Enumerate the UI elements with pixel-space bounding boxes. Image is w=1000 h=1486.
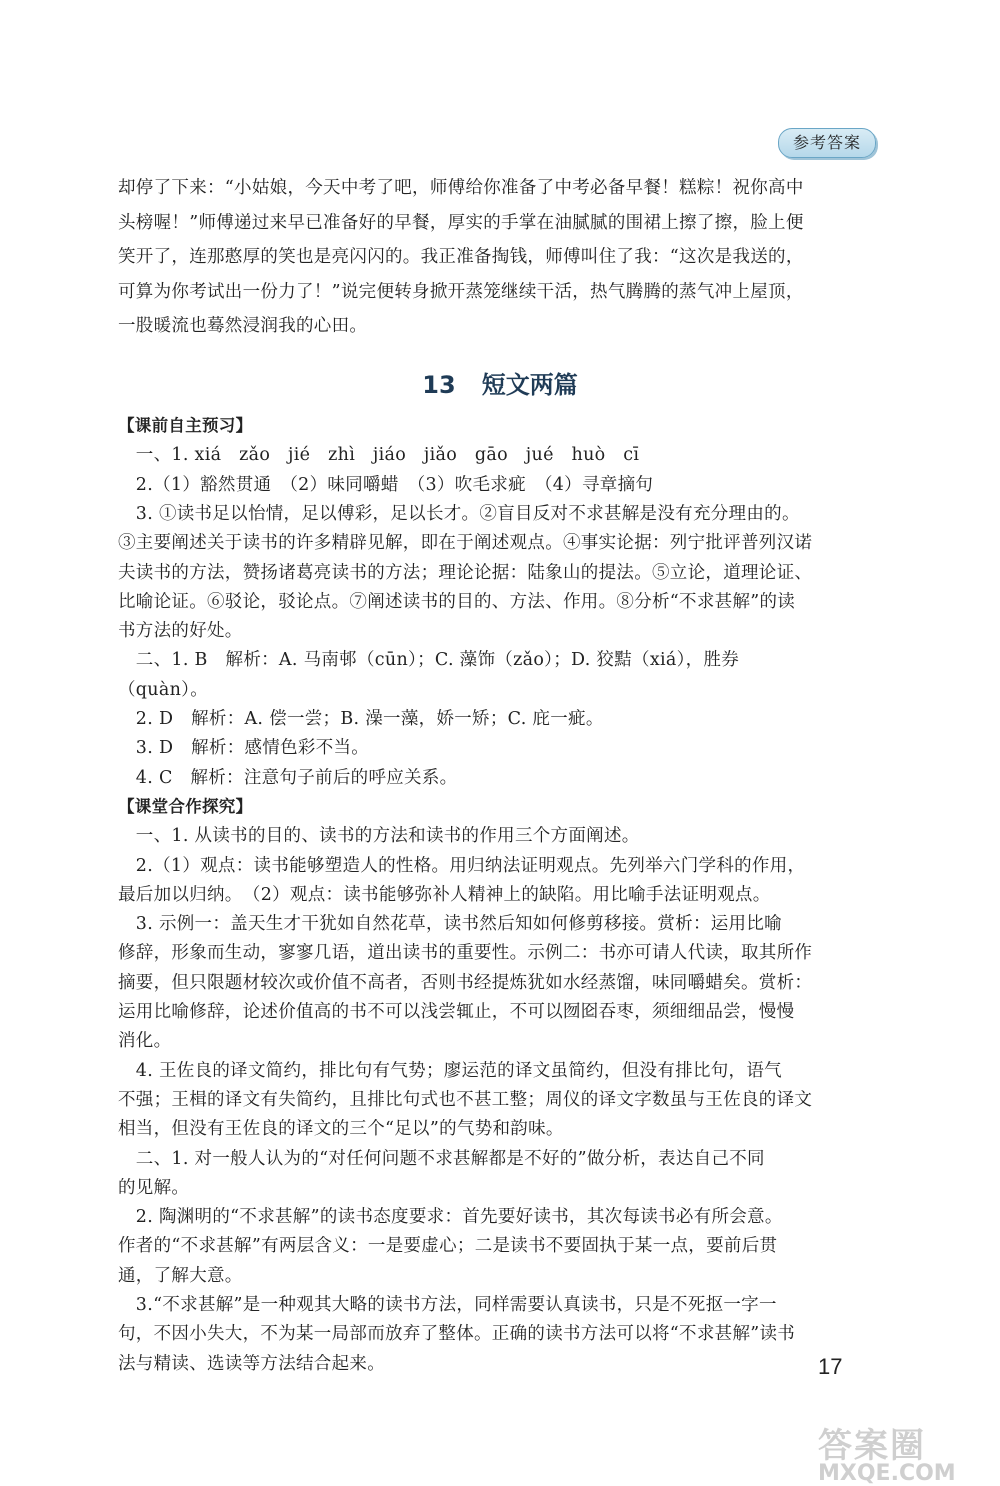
answer-line: 相当，但没有王佐良的译文的三个“足以”的气势和韵味。	[118, 1119, 564, 1140]
watermark-line1: 答案圈	[818, 1426, 926, 1466]
intro-line: 笑开了，连那憨厚的笑也是亮闪闪的。我正准备掏钱，师傅叫住了我：“这次是我送的，	[118, 247, 804, 267]
answer-line: 3. 示例一：盖天生才干犹如自然花草，读书然后知如何修剪移接。赏析：运用比喻	[118, 914, 782, 935]
lesson-number: 13	[422, 371, 456, 399]
answer-line: 法与精读、选读等方法结合起来。	[118, 1353, 385, 1374]
answer-line: 的见解。	[118, 1177, 190, 1198]
answer-line: 2. D 解析：A. 偿一尝；B. 澡一藻，娇一矫；C. 庇一疵。	[118, 709, 604, 729]
answer-line: 不强；王楫的译文有失简约，且排比句式也不甚工整；周仪的译文字数虽与王佐良的译文	[118, 1089, 813, 1110]
answer-line: 运用比喻修辞，论述价值高的书不可以浅尝辄止，不可以囫囵吞枣，须细细品尝，慢慢	[118, 1002, 795, 1022]
answer-line: 夫读书的方法，赞扬诸葛亮读书的方法；理论论据：陆象山的提法。⑤立论，道理论证、	[118, 562, 813, 583]
answer-line: 3. D 解析：感情色彩不当。	[118, 738, 370, 759]
intro-line: 一股暖流也蓦然浸润我的心田。	[118, 316, 368, 336]
answer-line: 通，了解大意。	[118, 1265, 243, 1286]
answer-line: 4. C 解析：注意句子前后的呼应关系。	[118, 767, 458, 788]
answer-line: 最后加以归纳。 （2）观点：读书能够弥补人精神上的缺陷。用比喻手法证明观点。	[118, 884, 771, 905]
watermark-line2: MXQE.COM	[818, 1461, 956, 1486]
answer-line: 比喻论证。⑥驳论，驳论点。⑦阐述读书的目的、方法、作用。⑧分析“不求甚解”的读	[118, 591, 796, 612]
answer-line: 二、1. 对一般人认为的“对任何问题不求甚解都是不好的”做分析，表达自己不同	[118, 1148, 765, 1169]
lesson-title	[0, 365, 1000, 400]
answer-line: 作者的“不求甚解”有两层含义：一是要虚心；二是读书不要固执于某一点，要前后贯	[118, 1236, 778, 1257]
answer-line: 句，不因小失大，不为某一局部而放弃了整体。正确的读书方法可以将“不求甚解”读书	[118, 1324, 796, 1345]
answer-line: 书方法的好处。	[118, 621, 243, 642]
answer-line: 消化。	[118, 1031, 172, 1052]
intro-line: 却停了下来：“小姑娘，今天中考了吧，师傅给你准备了中考必备早餐！糕粽！祝你高中	[118, 178, 804, 198]
intro-line: 可算为你考试出一份力了！”说完便转身掀开蒸笼继续干活，热气腾腾的蒸气冲上屋顶，	[118, 282, 804, 302]
answer-line: 摘要，但只限题材较次或价值不高者，否则书经提炼犹如水经蒸馏，味同嚼蜡矣。赏析：	[118, 972, 813, 993]
section-heading-class: 【课堂合作探究】	[118, 796, 253, 816]
answer-line: 修辞，形象而生动，寥寥几语，道出读书的重要性。示例二：书亦可请人代读，取其所作	[118, 943, 813, 964]
answer-line: 2.（1）豁然贯通 （2）味同嚼蜡 （3）吹毛求疵 （4）寻章摘句	[118, 474, 654, 495]
answer-line: ③主要阐述关于读书的许多精辟见解，即在于阐述观点。④事实论据：列宁批评普列汉诺	[118, 533, 813, 554]
intro-line: 头榜喔！”师傅递过来早已准备好的早餐，厚实的手掌在油腻腻的围裙上擦了擦，脸上便	[118, 213, 804, 233]
section-heading-preview: 【课前自主预习】	[118, 416, 253, 435]
answer-line: 一、1. 从读书的目的、读书的方法和读书的作用三个方面阐述。	[118, 826, 640, 847]
answer-line: 4. 王佐良的译文简约，排比句有气势；廖运范的译文虽简约，但没有排比句，语气	[118, 1060, 782, 1081]
watermark-logo	[818, 1418, 956, 1486]
answer-line: 一、1. xiá zǎo jié zhì jiáo jiǎo gāo jué huò cī	[118, 445, 640, 466]
answer-line: 二、1. B 解析：A. 马南邨（cūn）；C. 藻饰（zǎo）；D. 狡黠（xiá），胜券	[118, 650, 740, 671]
reference-answer-tag: 参考答案	[778, 128, 876, 158]
answer-line: 3. ①读书足以怡情，足以傅彩，足以长才。②盲目反对不求甚解是没有充分理由的。	[118, 503, 800, 524]
lesson-name: 短文两篇	[481, 371, 578, 399]
answer-line: 2. 陶渊明的“不求甚解”的读书态度要求：首先要好读书，其次每读书必有所会意。	[118, 1207, 783, 1228]
answer-line: 2.（1）观点：读书能够塑造人的性格。用归纳法证明观点。先列举六门学科的作用，	[118, 855, 806, 876]
page-number: 17	[818, 1354, 843, 1379]
answer-line: 3.“不求甚解”是一种观其大略的读书方法，同样需要认真读书，只是不死抠一字一	[118, 1295, 777, 1315]
answer-line: （quàn）。	[118, 679, 209, 700]
